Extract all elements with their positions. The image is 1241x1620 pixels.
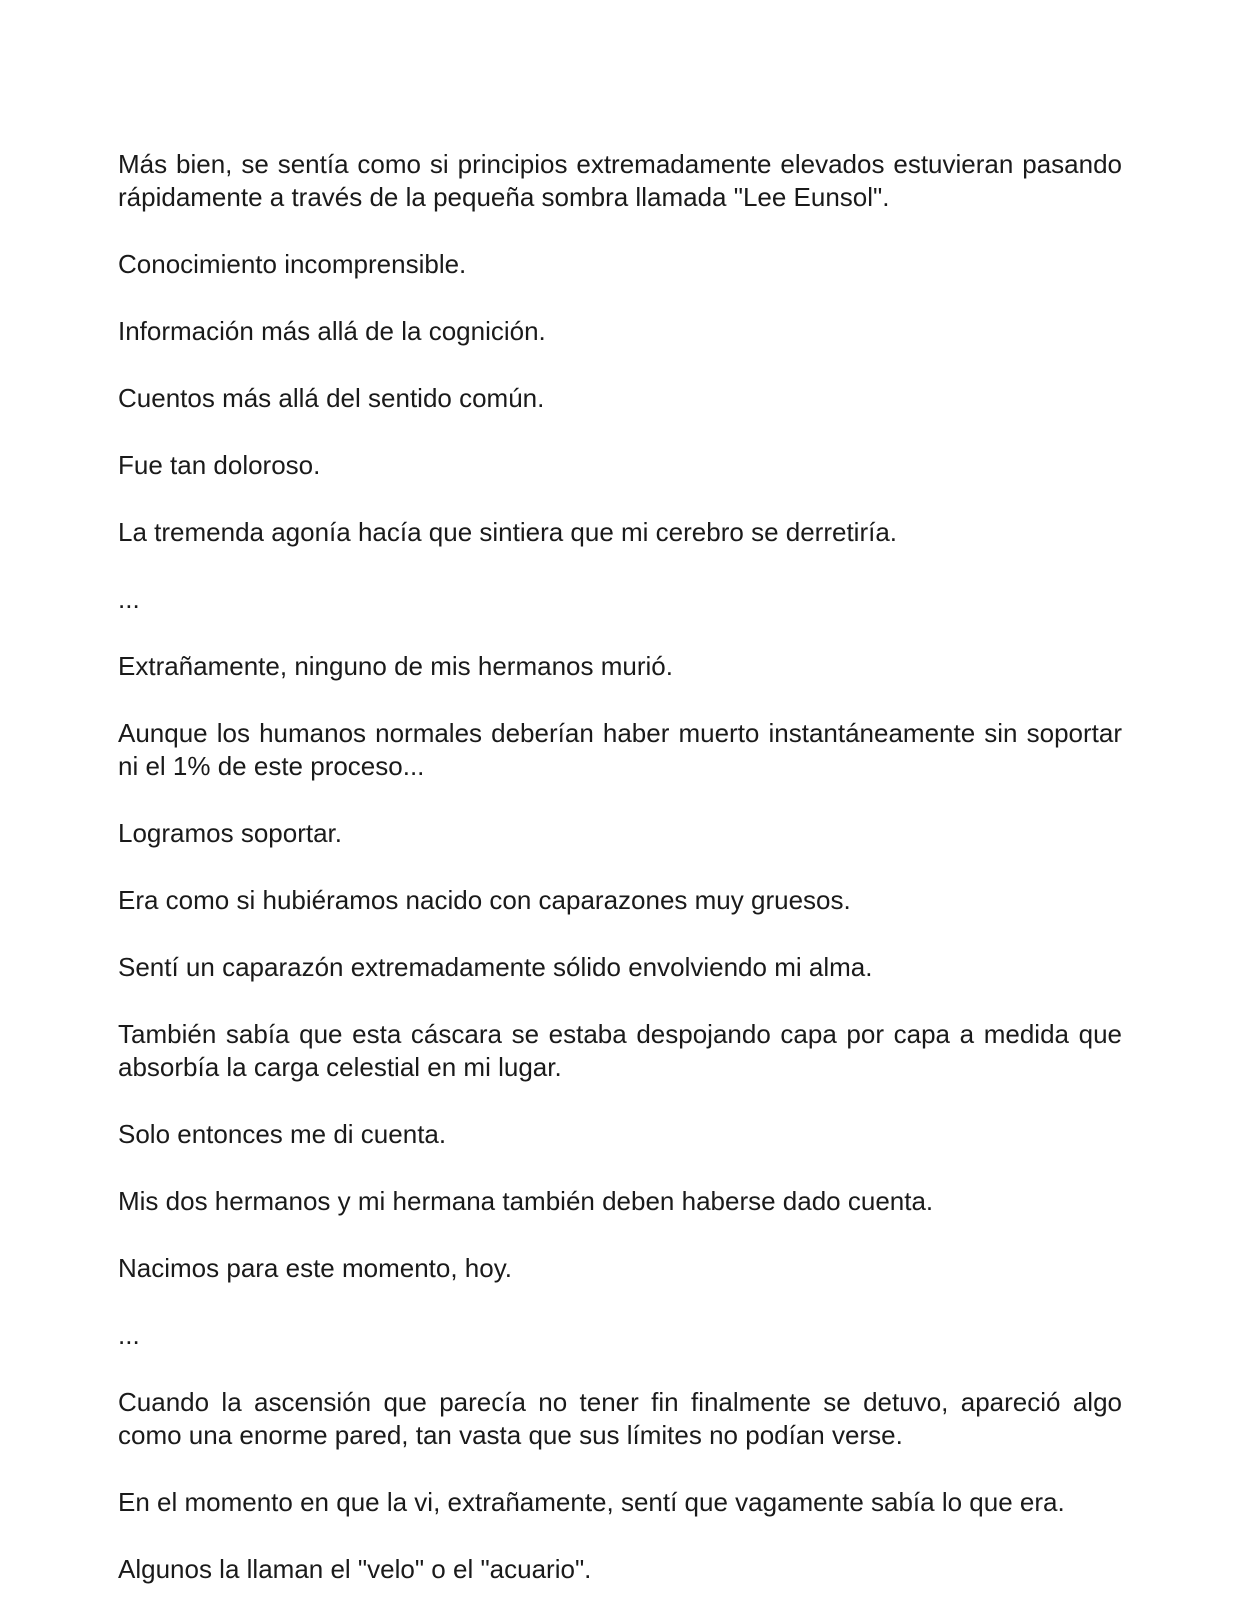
paragraph: Cuando la ascensión que parecía no tener fin finalmente se detuvo, apareció algo como una enorme pared, tan vasta que sus límites no podían verse. bbox=[118, 1387, 1122, 1450]
paragraph: En el momento en que la vi, extrañamente, sentí que vagamente sabía lo que era. bbox=[118, 1487, 1065, 1517]
paragraph: Nacimos para este momento, hoy. bbox=[118, 1253, 513, 1283]
section-break: ... bbox=[118, 1320, 140, 1350]
paragraph: Era como si hubiéramos nacido con caparazones muy gruesos. bbox=[118, 885, 851, 915]
paragraph: Aunque los humanos normales deberían haber muerto instantáneamente sin soportar ni el 1% de este proceso... bbox=[118, 718, 1122, 781]
paragraph: Sentí un caparazón extremadamente sólido envolviendo mi alma. bbox=[118, 952, 873, 982]
paragraph: Extrañamente, ninguno de mis hermanos murió. bbox=[118, 651, 673, 681]
paragraph: Logramos soportar. bbox=[118, 818, 343, 848]
paragraph: Mis dos hermanos y mi hermana también deben haberse dado cuenta. bbox=[118, 1186, 934, 1216]
paragraph: Información más allá de la cognición. bbox=[118, 316, 546, 346]
paragraph: Más bien, se sentía como si principios extremadamente elevados estuvieran pasando rápidamente a través de la pequeña sombra llamada "Lee Eunsol". bbox=[118, 149, 1122, 212]
paragraph: La tremenda agonía hacía que sintiera que mi cerebro se derretiría. bbox=[118, 517, 898, 547]
paragraph: Cuentos más allá del sentido común. bbox=[118, 383, 545, 413]
paragraph: También sabía que esta cáscara se estaba despojando capa por capa a medida que absorbía la carga celestial en mi lugar. bbox=[118, 1019, 1122, 1082]
paragraph: Algunos la llaman el "velo" o el "acuario". bbox=[118, 1554, 592, 1584]
paragraph: Solo entonces me di cuenta. bbox=[118, 1119, 447, 1149]
section-break: ... bbox=[118, 584, 140, 614]
paragraph: Fue tan doloroso. bbox=[118, 450, 321, 480]
document-body bbox=[118, 148, 1122, 1620]
paragraph: Conocimiento incomprensible. bbox=[118, 249, 467, 279]
